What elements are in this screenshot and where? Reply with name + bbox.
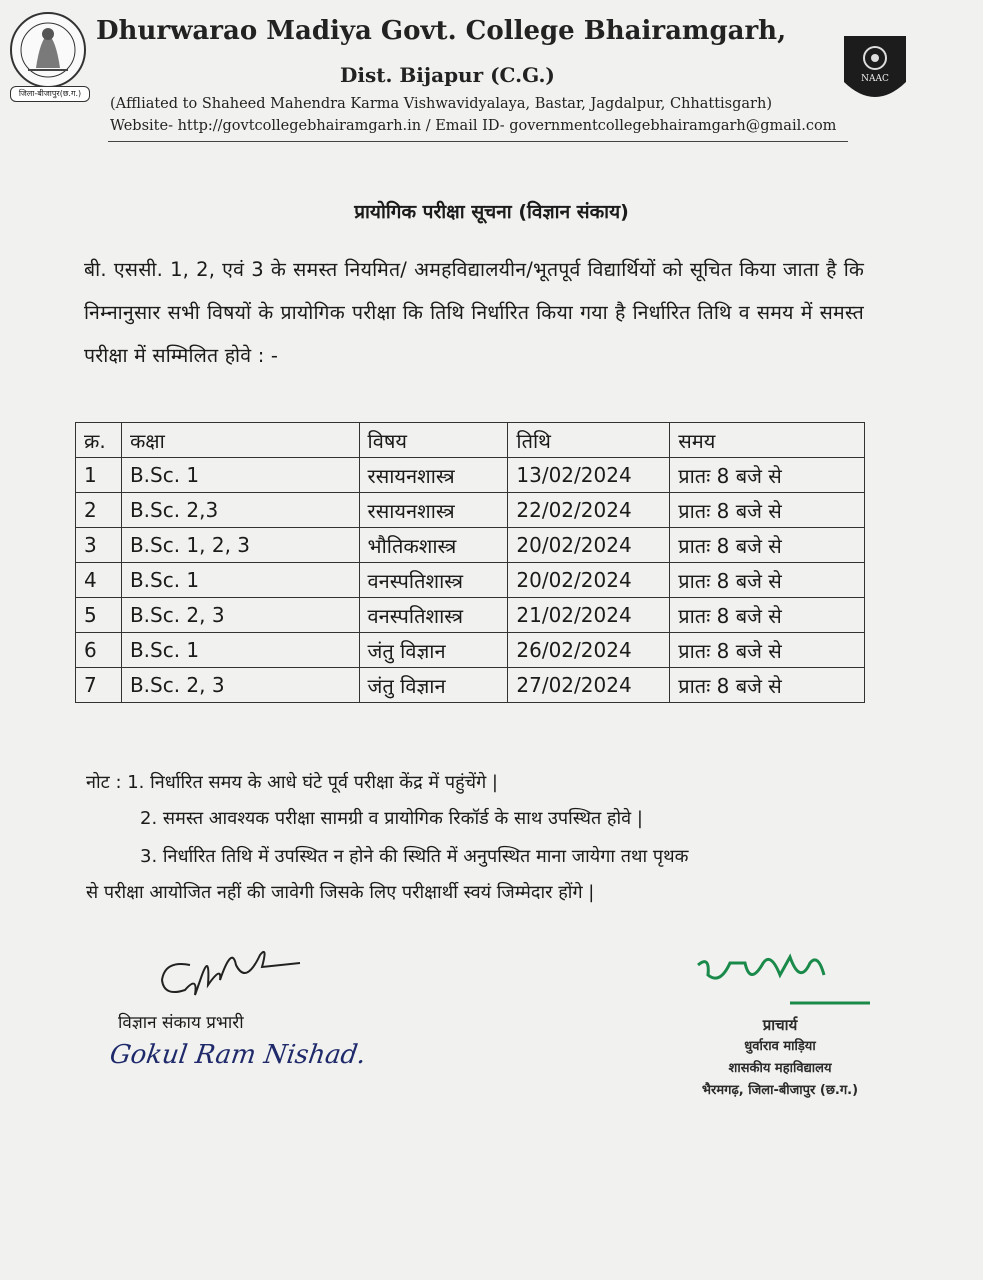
- cell-date: 13/02/2024: [508, 458, 670, 493]
- cell-class: B.Sc. 1: [121, 458, 359, 493]
- cell-time: प्रातः 8 बजे से: [670, 598, 865, 633]
- table-row: [76, 633, 865, 668]
- cell-date: 20/02/2024: [508, 563, 670, 598]
- note-line-3: 3. निर्धारित तिथि में उपस्थित न होने की स्थिति में अनुपस्थित माना जायेगा तथा पृथक: [140, 846, 689, 867]
- exam-schedule-table: [75, 422, 865, 703]
- cell-time: प्रातः 8 बजे से: [670, 563, 865, 598]
- cell-class: B.Sc. 1: [121, 563, 359, 598]
- notice-title: प्रायोगिक परीक्षा सूचना (विज्ञान संकाय): [354, 201, 629, 223]
- cell-serial: 4: [76, 563, 122, 598]
- notice-body: बी. एससी. 1, 2, एवं 3 के समस्त नियमित/ अमहविद्यालयीन/भूतपूर्व विद्यार्थियों को सूचित किया जाता है कि निम्नानुसार सभी विषयों के प्रायोगिक परीक्षा कि तिथि निर्धारित किया गया है निर्धारित तिथि व समय में समस्त परीक्षा में सम्मिलित होवे : -: [84, 258, 864, 367]
- header-divider: [108, 141, 848, 142]
- handwritten-name: Gokul Ram Nishad.: [107, 1040, 368, 1070]
- district-line: Dist. Bijapur (C.G.): [340, 63, 555, 87]
- note-line-2: 2. समस्त आवश्यक परीक्षा सामग्री व प्रायोगिक रिकॉर्ड के साथ उपस्थित होवे |: [140, 808, 643, 829]
- cell-time: प्रातः 8 बजे से: [670, 528, 865, 563]
- cell-date: 20/02/2024: [508, 528, 670, 563]
- table-row: [76, 668, 865, 703]
- cell-time: प्रातः 8 बजे से: [670, 668, 865, 703]
- cell-class: B.Sc. 2, 3: [121, 668, 359, 703]
- naac-logo: [840, 30, 910, 108]
- note-line-4: से परीक्षा आयोजित नहीं की जावेगी जिसके लिए परीक्षार्थी स्वयं जिम्मेदार होंगे |: [86, 882, 595, 903]
- college-name: Dhurwarao Madiya Govt. College Bhairamgarh,: [96, 16, 787, 46]
- cell-subject: वनस्पतिशास्त्र: [359, 563, 508, 598]
- cell-class: B.Sc. 1, 2, 3: [121, 528, 359, 563]
- header-date: तिथि: [508, 423, 670, 458]
- principal-signature: [690, 945, 875, 1010]
- cell-date: 26/02/2024: [508, 633, 670, 668]
- cell-time: प्रातः 8 बजे से: [670, 493, 865, 528]
- cell-date: 22/02/2024: [508, 493, 670, 528]
- cell-time: प्रातः 8 बजे से: [670, 633, 865, 668]
- header-serial: क्र.: [76, 423, 122, 458]
- table-row: [76, 458, 865, 493]
- stamp-line-4: भैरमगढ़, जिला-बीजापुर (छ.ग.): [701, 1083, 859, 1098]
- cell-subject: रसायनशास्त्र: [359, 493, 508, 528]
- table-row: [76, 493, 865, 528]
- stamp-line-1: प्राचार्य: [762, 1016, 798, 1034]
- cell-subject: रसायनशास्त्र: [359, 458, 508, 493]
- contact-line: Website- http://govtcollegebhairamgarh.in / Email ID- governmentcollegebhairamgarh@gmail.com: [110, 118, 837, 134]
- stamp-line-3: शासकीय महाविद्यालय: [728, 1061, 832, 1076]
- cell-class: B.Sc. 1: [121, 633, 359, 668]
- header-class: कक्षा: [121, 423, 359, 458]
- table-header-row: [76, 423, 865, 458]
- science-faculty-incharge-label: विज्ञान संकाय प्रभारी: [118, 1013, 244, 1033]
- cell-serial: 7: [76, 668, 122, 703]
- seal-caption: जिला-बीजापुर(छ.ग.): [10, 86, 90, 102]
- cell-class: B.Sc. 2, 3: [121, 598, 359, 633]
- cell-date: 27/02/2024: [508, 668, 670, 703]
- naac-label: NAAC: [861, 74, 889, 84]
- cell-time: प्रातः 8 बजे से: [670, 458, 865, 493]
- cell-subject: जंतु विज्ञान: [359, 633, 508, 668]
- principal-stamp: [680, 1014, 880, 1102]
- header-subject: विषय: [359, 423, 508, 458]
- header-time: समय: [670, 423, 865, 458]
- cell-serial: 6: [76, 633, 122, 668]
- cell-serial: 1: [76, 458, 122, 493]
- affiliation-line: (Affliated to Shaheed Mahendra Karma Vishwavidyalaya, Bastar, Jagdalpur, Chhattisgarh): [110, 96, 772, 112]
- cell-serial: 5: [76, 598, 122, 633]
- cell-subject: भौतिकशास्त्र: [359, 528, 508, 563]
- stamp-line-2: धुर्वाराव माड़िया: [744, 1039, 816, 1054]
- cell-subject: वनस्पतिशास्त्र: [359, 598, 508, 633]
- table-row: [76, 598, 865, 633]
- cell-subject: जंतु विज्ञान: [359, 668, 508, 703]
- cell-serial: 3: [76, 528, 122, 563]
- college-seal-logo: [6, 10, 90, 100]
- cell-date: 21/02/2024: [508, 598, 670, 633]
- table-row: [76, 528, 865, 563]
- left-signature-scribble: [150, 935, 310, 1015]
- table-row: [76, 563, 865, 598]
- cell-class: B.Sc. 2,3: [121, 493, 359, 528]
- cell-serial: 2: [76, 493, 122, 528]
- note-line-1: नोट : 1. निर्धारित समय के आधे घंटे पूर्व परीक्षा केंद्र में पहुंचेंगे |: [86, 772, 498, 793]
